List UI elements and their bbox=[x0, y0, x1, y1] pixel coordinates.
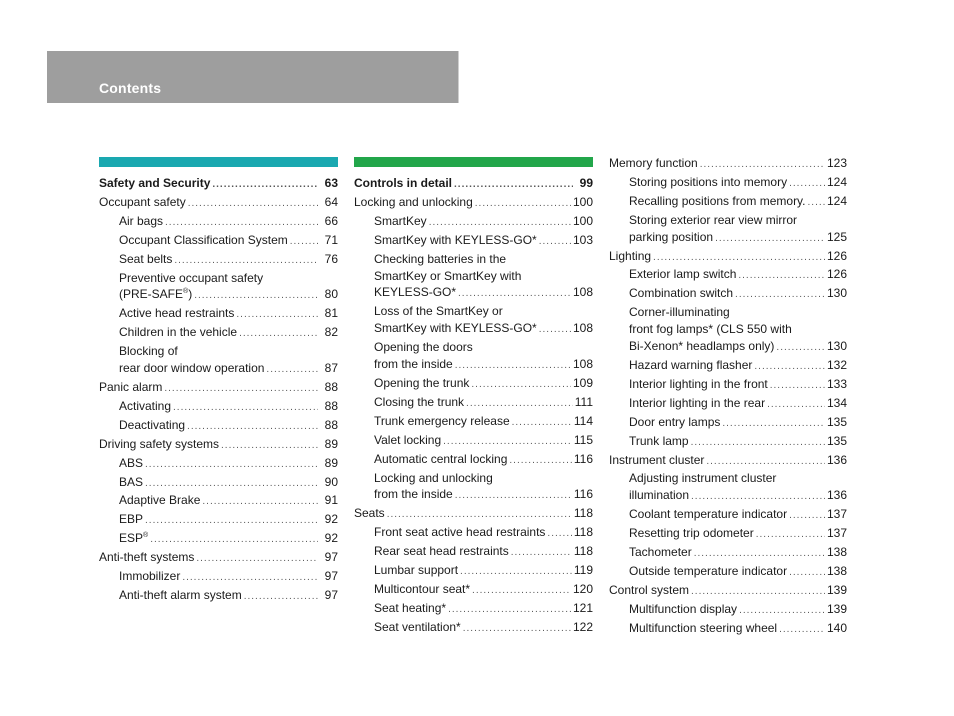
toc-entry[interactable] bbox=[609, 338, 847, 357]
dot-leader bbox=[770, 378, 825, 395]
dot-leader bbox=[174, 253, 318, 270]
toc-entry-page: 99 bbox=[579, 176, 593, 190]
toc-entry-page: 109 bbox=[572, 375, 593, 390]
dot-leader bbox=[221, 438, 318, 455]
toc-entry-page: 124 bbox=[826, 193, 847, 208]
toc-entry[interactable] bbox=[99, 549, 338, 568]
dot-leader bbox=[145, 513, 318, 530]
dot-leader bbox=[290, 234, 318, 251]
toc-entry-page: 135 bbox=[826, 433, 847, 448]
dot-leader bbox=[202, 494, 318, 511]
toc-entry-label: front fog lamps* (CLS 550 with bbox=[629, 322, 792, 337]
toc-entry-label: Active head restraints bbox=[119, 306, 235, 321]
dot-leader bbox=[756, 527, 825, 544]
dot-leader bbox=[539, 234, 571, 251]
dot-leader bbox=[187, 419, 318, 436]
toc-entry-label: Closing the trunk bbox=[374, 394, 465, 409]
toc-entry[interactable] bbox=[609, 544, 847, 563]
header-bar bbox=[47, 51, 459, 103]
toc-entry[interactable] bbox=[354, 375, 593, 394]
section-color-band bbox=[99, 157, 338, 167]
dot-leader bbox=[700, 157, 825, 174]
toc-entry-page: 130 bbox=[826, 286, 847, 301]
toc-entry-label: SmartKey or SmartKey with bbox=[374, 268, 522, 283]
dot-leader bbox=[466, 396, 573, 413]
toc-entry[interactable] bbox=[609, 376, 847, 395]
toc-entry[interactable] bbox=[609, 452, 847, 471]
toc-entry[interactable] bbox=[609, 620, 847, 639]
toc-entry-label: Checking batteries in the bbox=[374, 251, 507, 266]
toc-entry-page: 139 bbox=[826, 582, 847, 597]
toc-entry-list bbox=[354, 175, 593, 638]
dot-leader bbox=[194, 288, 318, 305]
toc-entry-page: 122 bbox=[572, 619, 593, 634]
toc-entry-label: Seat belts bbox=[119, 251, 173, 266]
toc-entry-page: 63 bbox=[324, 176, 338, 190]
dot-leader bbox=[779, 622, 825, 639]
toc-entry[interactable] bbox=[609, 266, 847, 285]
toc-entry-page: 121 bbox=[572, 600, 593, 615]
toc-entry-label: Lumbar support bbox=[374, 563, 459, 578]
toc-entry-page: 89 bbox=[324, 436, 338, 451]
toc-entry-label: Storing exterior rear view mirror bbox=[629, 212, 798, 227]
toc-entry[interactable] bbox=[609, 525, 847, 544]
dot-leader bbox=[808, 195, 825, 212]
dot-leader bbox=[387, 507, 572, 524]
dot-leader bbox=[454, 177, 573, 194]
toc-entry bbox=[99, 343, 338, 360]
toc-entry-label: Door entry lamps bbox=[629, 414, 721, 429]
toc-entry[interactable] bbox=[354, 194, 593, 213]
toc-entry[interactable] bbox=[99, 175, 338, 194]
toc-entry-label: ABS bbox=[119, 455, 144, 470]
toc-entry[interactable] bbox=[354, 562, 593, 581]
toc-entry[interactable] bbox=[99, 324, 338, 343]
toc-entry-label: Trunk emergency release bbox=[374, 413, 510, 428]
toc-entry-label: Blocking of bbox=[119, 344, 178, 359]
toc-entry-label: Anti-theft alarm system bbox=[119, 587, 242, 602]
toc-entry-page: 118 bbox=[573, 525, 593, 540]
toc-entry[interactable] bbox=[354, 486, 593, 505]
toc-entry-label: Valet locking bbox=[374, 432, 442, 447]
toc-entry-label: Exterior lamp switch bbox=[629, 267, 737, 282]
toc-entry-page: 114 bbox=[573, 413, 593, 428]
toc-entry-label: from the inside bbox=[374, 357, 453, 372]
toc-entry[interactable] bbox=[354, 600, 593, 619]
toc-entry-page: 87 bbox=[324, 361, 338, 376]
dot-leader bbox=[767, 397, 825, 414]
toc-entry bbox=[354, 251, 593, 268]
section-color-band bbox=[354, 157, 593, 167]
dot-leader bbox=[754, 359, 825, 376]
dot-leader bbox=[512, 415, 572, 432]
dot-leader bbox=[722, 416, 825, 433]
toc-entry-label: Memory function bbox=[609, 156, 698, 170]
dot-leader bbox=[236, 307, 318, 324]
toc-entry-label: Seats bbox=[354, 506, 385, 521]
toc-entry bbox=[609, 470, 847, 487]
toc-entry[interactable] bbox=[609, 357, 847, 376]
toc-entry-label: Controls in detail bbox=[354, 176, 453, 190]
toc-entry-page: 100 bbox=[572, 194, 593, 209]
toc-entry-page: 118 bbox=[573, 506, 593, 521]
toc-entry-page: 88 bbox=[324, 398, 338, 413]
dot-leader bbox=[164, 381, 318, 398]
toc-entry[interactable] bbox=[99, 587, 338, 606]
dot-leader bbox=[150, 532, 318, 549]
toc-entry-page: 123 bbox=[826, 156, 847, 170]
toc-entry-page: 133 bbox=[826, 376, 847, 391]
toc-entry-label: Instrument cluster bbox=[609, 452, 705, 467]
toc-entry[interactable] bbox=[354, 432, 593, 451]
dot-leader bbox=[196, 551, 318, 568]
dot-leader bbox=[739, 603, 825, 620]
toc-entry[interactable] bbox=[99, 379, 338, 398]
dot-leader bbox=[715, 231, 825, 248]
toc-entry[interactable] bbox=[354, 175, 593, 194]
toc-entry-page: 134 bbox=[826, 395, 847, 410]
toc-entry-list bbox=[609, 155, 847, 639]
toc-entry-label: Locking and unlocking bbox=[354, 194, 473, 209]
toc-entry[interactable] bbox=[609, 414, 847, 433]
toc-entry-page: 115 bbox=[573, 432, 593, 447]
dot-leader bbox=[475, 196, 571, 213]
toc-entry-label: Activating bbox=[119, 398, 172, 413]
toc-entry-label: Occupant safety bbox=[99, 194, 186, 209]
toc-entry-label: Automatic central locking bbox=[374, 451, 508, 466]
dot-leader bbox=[776, 340, 825, 357]
toc-entry-label: Combination switch bbox=[629, 286, 734, 301]
dot-leader bbox=[653, 250, 825, 267]
toc-entry[interactable] bbox=[354, 543, 593, 562]
toc-entry-label: Storing positions into memory bbox=[629, 174, 788, 189]
toc-entry-page: 88 bbox=[324, 417, 338, 432]
toc-entry[interactable] bbox=[354, 413, 593, 432]
dot-leader bbox=[188, 196, 318, 213]
dot-leader bbox=[145, 457, 318, 474]
toc-entry[interactable] bbox=[609, 285, 847, 304]
toc-entry-label: Multicontour seat* bbox=[374, 581, 471, 596]
dot-leader bbox=[460, 564, 572, 581]
toc-entry[interactable] bbox=[354, 451, 593, 470]
toc-entry[interactable] bbox=[99, 417, 338, 436]
toc-entry-label: BAS bbox=[119, 474, 144, 489]
toc-entry[interactable] bbox=[99, 511, 338, 530]
toc-entry[interactable] bbox=[609, 174, 847, 193]
dot-leader bbox=[789, 565, 825, 582]
toc-entry[interactable] bbox=[609, 155, 847, 174]
toc-entry-page: 90 bbox=[324, 474, 338, 489]
toc-entry-page: 116 bbox=[573, 451, 593, 466]
toc-entry-label: Tachometer bbox=[629, 545, 692, 560]
toc-entry[interactable] bbox=[354, 232, 593, 251]
toc-entry-label: Seat heating* bbox=[374, 600, 447, 615]
toc-entry[interactable] bbox=[609, 229, 847, 248]
toc-entry[interactable] bbox=[99, 251, 338, 270]
toc-entry[interactable] bbox=[609, 395, 847, 414]
toc-entry[interactable] bbox=[99, 305, 338, 324]
toc-entry-label: Control system bbox=[609, 582, 690, 597]
dot-leader bbox=[472, 583, 571, 600]
dot-leader bbox=[165, 215, 318, 232]
toc-entry-label: Opening the doors bbox=[374, 340, 473, 355]
toc-column-controls bbox=[354, 157, 593, 638]
dot-leader bbox=[463, 621, 571, 638]
toc-entry[interactable] bbox=[609, 248, 847, 267]
toc-entry-page: 116 bbox=[573, 487, 593, 502]
toc-entry[interactable] bbox=[99, 360, 338, 379]
toc-entry-label: EBP bbox=[119, 512, 144, 527]
toc-entry-label: Lighting bbox=[609, 248, 652, 263]
toc-entry-label: Driving safety systems bbox=[99, 436, 220, 451]
page-title: Contents bbox=[99, 80, 162, 96]
toc-entry bbox=[609, 321, 847, 338]
toc-entry[interactable] bbox=[609, 506, 847, 525]
toc-entry-page: 71 bbox=[324, 232, 338, 247]
toc-entry-label: Safety and Security bbox=[99, 176, 211, 190]
dot-leader bbox=[455, 488, 572, 505]
toc-entry-page: 97 bbox=[324, 550, 338, 565]
toc-entry-label: Resetting trip odometer bbox=[629, 526, 754, 541]
toc-entry[interactable] bbox=[99, 436, 338, 455]
dot-leader bbox=[429, 215, 571, 232]
dot-leader bbox=[145, 476, 318, 493]
toc-entry bbox=[609, 304, 847, 321]
toc-entry-page: 100 bbox=[572, 213, 593, 228]
toc-entry-page: 126 bbox=[826, 267, 847, 282]
toc-entry-label: Children in the vehicle bbox=[119, 325, 238, 340]
toc-entry-label: KEYLESS-GO* bbox=[374, 285, 457, 300]
toc-entry-page: 130 bbox=[826, 339, 847, 354]
toc-entry[interactable] bbox=[99, 213, 338, 232]
toc-entry-page: 124 bbox=[826, 174, 847, 189]
toc-entry bbox=[99, 270, 338, 287]
toc-entry[interactable] bbox=[609, 601, 847, 620]
toc-entry-label: Air bags bbox=[119, 213, 164, 228]
toc-entry[interactable] bbox=[354, 284, 593, 303]
toc-entry-page: 125 bbox=[826, 229, 847, 244]
dot-leader bbox=[691, 489, 825, 506]
toc-entry-page: 91 bbox=[324, 493, 338, 508]
toc-entry[interactable] bbox=[354, 213, 593, 232]
toc-entry-label: ESP® bbox=[119, 531, 149, 546]
toc-entry-page: 118 bbox=[573, 544, 593, 559]
toc-entry-label: illumination bbox=[629, 488, 690, 503]
toc-entry-label: Rear seat head restraints bbox=[374, 544, 509, 559]
toc-entry-label: Interior lighting in the front bbox=[629, 376, 768, 391]
toc-entry-page: 81 bbox=[324, 306, 338, 321]
toc-entry-page: 136 bbox=[826, 452, 847, 467]
toc-entry-page: 97 bbox=[324, 569, 338, 584]
toc-entry-label: Preventive occupant safety bbox=[119, 270, 264, 285]
dot-leader bbox=[738, 268, 825, 285]
toc-entry-page: 82 bbox=[324, 325, 338, 340]
toc-entry[interactable] bbox=[99, 194, 338, 213]
toc-entry-label: (PRE-SAFE®) bbox=[119, 287, 193, 302]
toc-entry-label: Front seat active head restraints bbox=[374, 525, 546, 540]
dot-leader bbox=[244, 589, 318, 606]
dot-leader bbox=[239, 326, 318, 343]
toc-entry-page: 108 bbox=[572, 357, 593, 372]
dot-leader bbox=[182, 570, 318, 587]
toc-entry bbox=[354, 470, 593, 487]
toc-entry bbox=[354, 339, 593, 356]
toc-column-safety bbox=[99, 157, 338, 606]
toc-entry-page: 88 bbox=[324, 379, 338, 394]
toc-entry-label: SmartKey with KEYLESS-GO* bbox=[374, 232, 537, 247]
dot-leader bbox=[691, 584, 825, 601]
dot-leader bbox=[448, 602, 571, 619]
dot-leader bbox=[539, 322, 571, 339]
toc-entry-page: 66 bbox=[324, 213, 338, 228]
toc-entry-label: Seat ventilation* bbox=[374, 619, 461, 634]
toc-entry-page: 137 bbox=[826, 507, 847, 522]
toc-entry[interactable] bbox=[99, 474, 338, 493]
toc-entry[interactable] bbox=[354, 505, 593, 524]
toc-entry-page: 140 bbox=[826, 620, 847, 635]
toc-entry[interactable] bbox=[609, 487, 847, 506]
toc-entry-label: Loss of the SmartKey or bbox=[374, 304, 503, 319]
dot-leader bbox=[458, 286, 571, 303]
toc-entry-label: Multifunction display bbox=[629, 601, 738, 616]
dot-leader bbox=[789, 176, 825, 193]
dot-leader bbox=[212, 177, 318, 194]
toc-entry-label: Corner-illuminating bbox=[629, 305, 730, 320]
toc-entry-label: Deactivating bbox=[119, 417, 186, 432]
toc-entry-label: from the inside bbox=[374, 487, 453, 502]
toc-entry-page: 111 bbox=[574, 394, 593, 409]
toc-entry-page: 126 bbox=[826, 248, 847, 263]
toc-entry-page: 76 bbox=[324, 251, 338, 266]
toc-entry-label: Bi-Xenon* headlamps only) bbox=[629, 339, 775, 354]
toc-entry-label: Coolant temperature indicator bbox=[629, 507, 788, 522]
toc-entry-page: 138 bbox=[826, 563, 847, 578]
toc-entry-label: Opening the trunk bbox=[374, 375, 470, 390]
toc-entry-page: 120 bbox=[572, 581, 593, 596]
toc-entry[interactable] bbox=[609, 433, 847, 452]
dot-leader bbox=[471, 377, 571, 394]
toc-column-continued bbox=[609, 155, 847, 639]
toc-entry-label: Adaptive Brake bbox=[119, 493, 201, 508]
toc-entry-page: 108 bbox=[572, 321, 593, 336]
dot-leader bbox=[511, 545, 572, 562]
toc-entry[interactable] bbox=[609, 582, 847, 601]
toc-entry-label: Panic alarm bbox=[99, 379, 163, 394]
toc-entry-label: Interior lighting in the rear bbox=[629, 395, 766, 410]
toc-entry-page: 139 bbox=[826, 601, 847, 616]
dot-leader bbox=[691, 435, 825, 452]
toc-entry[interactable] bbox=[99, 286, 338, 305]
toc-entry bbox=[609, 212, 847, 229]
toc-entry-label: SmartKey with KEYLESS-GO* bbox=[374, 321, 537, 336]
toc-entry-page: 119 bbox=[573, 563, 593, 578]
toc-entry[interactable] bbox=[609, 563, 847, 582]
toc-entry[interactable] bbox=[354, 356, 593, 375]
toc-entry-label: Anti-theft systems bbox=[99, 550, 195, 565]
toc-entry[interactable] bbox=[99, 492, 338, 511]
toc-entry-label: rear door window operation bbox=[119, 361, 265, 376]
toc-entry-label: parking position bbox=[629, 229, 714, 244]
toc-entry-page: 108 bbox=[572, 285, 593, 300]
dot-leader bbox=[455, 358, 571, 375]
toc-entry-page: 92 bbox=[324, 531, 338, 546]
toc-entry[interactable] bbox=[609, 193, 847, 212]
toc-entry-page: 138 bbox=[826, 545, 847, 560]
toc-entry[interactable] bbox=[354, 581, 593, 600]
toc-entry-label: Trunk lamp bbox=[629, 433, 689, 448]
dot-leader bbox=[789, 508, 825, 525]
toc-entry-label: Multifunction steering wheel bbox=[629, 620, 778, 635]
dot-leader bbox=[173, 400, 318, 417]
dot-leader bbox=[735, 287, 825, 304]
toc-entry-page: 97 bbox=[324, 587, 338, 602]
toc-entry-label: Immobilizer bbox=[119, 569, 181, 584]
toc-entry-page: 132 bbox=[826, 357, 847, 372]
dot-leader bbox=[509, 453, 571, 470]
toc-entry-page: 89 bbox=[324, 455, 338, 470]
toc-entry-page: 80 bbox=[324, 287, 338, 302]
dot-leader bbox=[443, 434, 572, 451]
toc-entry bbox=[354, 268, 593, 285]
toc-entry-page: 136 bbox=[826, 488, 847, 503]
toc-entry[interactable] bbox=[99, 568, 338, 587]
toc-entry-label: Hazard warning flasher bbox=[629, 357, 753, 372]
toc-entry-page: 92 bbox=[324, 512, 338, 527]
toc-entry-page: 135 bbox=[826, 414, 847, 429]
toc-entry[interactable] bbox=[99, 530, 338, 549]
toc-entry[interactable] bbox=[99, 398, 338, 417]
toc-entry-label: Recalling positions from memory. bbox=[629, 193, 806, 208]
toc-entry-label: Adjusting instrument cluster bbox=[629, 471, 777, 486]
toc-entry[interactable] bbox=[354, 394, 593, 413]
toc-entry[interactable] bbox=[99, 232, 338, 251]
dot-leader bbox=[706, 454, 825, 471]
dot-leader bbox=[694, 546, 825, 563]
toc-entry[interactable] bbox=[354, 524, 593, 543]
dot-leader bbox=[547, 526, 571, 543]
toc-entry[interactable] bbox=[354, 320, 593, 339]
toc-entry-label: SmartKey bbox=[374, 213, 427, 228]
toc-entry-label: Occupant Classification System bbox=[119, 232, 288, 247]
toc-entry-label: Locking and unlocking bbox=[374, 470, 493, 485]
toc-entry-page: 64 bbox=[324, 194, 338, 209]
dot-leader bbox=[266, 362, 318, 379]
toc-entry[interactable] bbox=[99, 455, 338, 474]
toc-entry-page: 103 bbox=[572, 232, 593, 247]
toc-entry-list bbox=[99, 175, 338, 606]
toc-entry[interactable] bbox=[354, 619, 593, 638]
toc-entry bbox=[354, 303, 593, 320]
toc-entry-label: Outside temperature indicator bbox=[629, 563, 788, 578]
toc-entry-page: 137 bbox=[826, 526, 847, 541]
